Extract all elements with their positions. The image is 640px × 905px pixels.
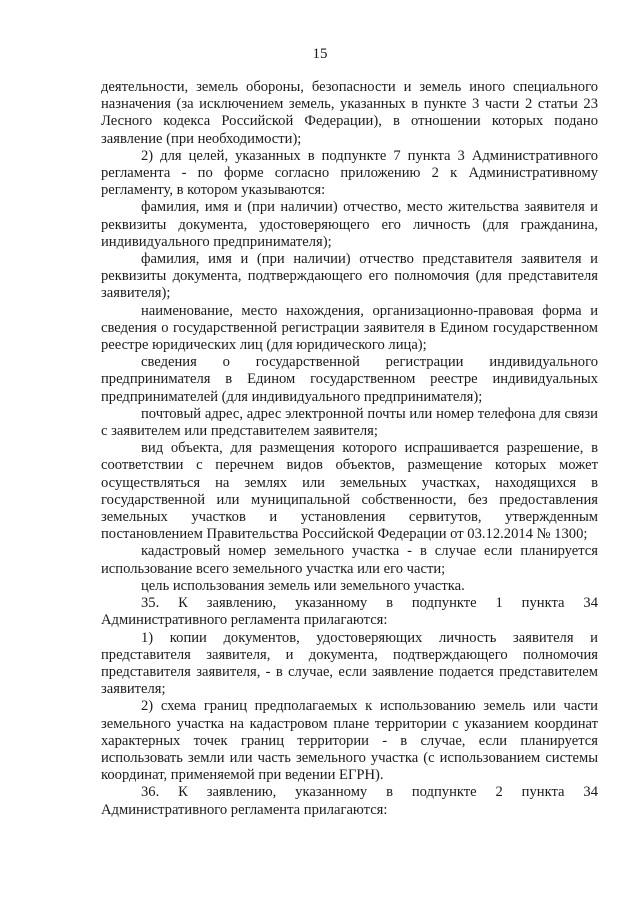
paragraph: 1) копии документов, удостоверяющих личность заявителя и представителя заявителя, и документа, подтверждающего полномочия представителя заявителя, - в случае, если заявление подается представителем заявителя;	[101, 629, 598, 698]
paragraph: фамилия, имя и (при наличии) отчество представителя заявителя и реквизиты документа, подтверждающего его полномочия (для представителя заявителя);	[101, 251, 598, 302]
paragraph: цель использования земель или земельного участка.	[141, 577, 465, 594]
paragraph: наименование, место нахождения, организационно-правовая форма и сведения о государственной регистрации заявителя в Едином государственном реестре юридических лиц (для юридического лица);	[101, 302, 598, 354]
page-number: 15	[312, 46, 328, 62]
paragraph: 2) схема границ предполагаемых к использованию земель или части земельного участка на кадастровом плане территории с указанием координат характерных точек границ территории - в случае, если планируется использовать земли или часть земельного участка (с использованием системы координат, применяемой при ведении ЕГРН).	[101, 698, 598, 784]
paragraph: 36. К заявлению, указанному в подпункте 2 пункта 34 Административного регламента прилагаются:	[101, 784, 598, 818]
paragraph: 2) для целей, указанных в подпункте 7 пункта 3 Административного регламента - по форме согласно приложению 2 к Административному регламенту, в котором указываются:	[101, 147, 598, 199]
paragraph: сведения о государственной регистрации индивидуального предпринимателя в Едином государственном реестре индивидуальных предпринимателей (для индивидуального предпринимателя);	[101, 354, 598, 405]
document-body	[101, 79, 598, 819]
paragraph: 35. К заявлению, указанному в подпункте 1 пункта 34 Административного регламента прилагаются:	[101, 595, 598, 629]
paragraph: фамилия, имя и (при наличии) отчество, место жительства заявителя и реквизиты документа, удостоверяющего его личность (для гражданина, индивидуального предпринимателя);	[101, 199, 598, 250]
paragraph: кадастровый номер земельного участка - в случае если планируется использование всего земельного участка или его части;	[101, 543, 598, 577]
paragraph: почтовый адрес, адрес электронной почты или номер телефона для связи с заявителем или представителем заявителя;	[101, 405, 598, 440]
paragraph: вид объекта, для размещения которого испрашивается разрешение, в соответствии с перечнем видов объектов, размещение которых может осуществляться на землях или земельных участках, находящихся в государственной или муниципальной собственности, без предоставления земельных участков и установления сервитутов, утвержденным постановлением Правительства Российской Федерации от 03.12.2014 № 1300;	[101, 440, 598, 543]
paragraph: деятельности, земель обороны, безопасности и земель иного специального назначения (за исключением земель, указанных в пункте 3 части 2 статьи 23 Лесного кодекса Российской Федерации), в отношении которых подано заявление (при необходимости);	[101, 79, 598, 147]
